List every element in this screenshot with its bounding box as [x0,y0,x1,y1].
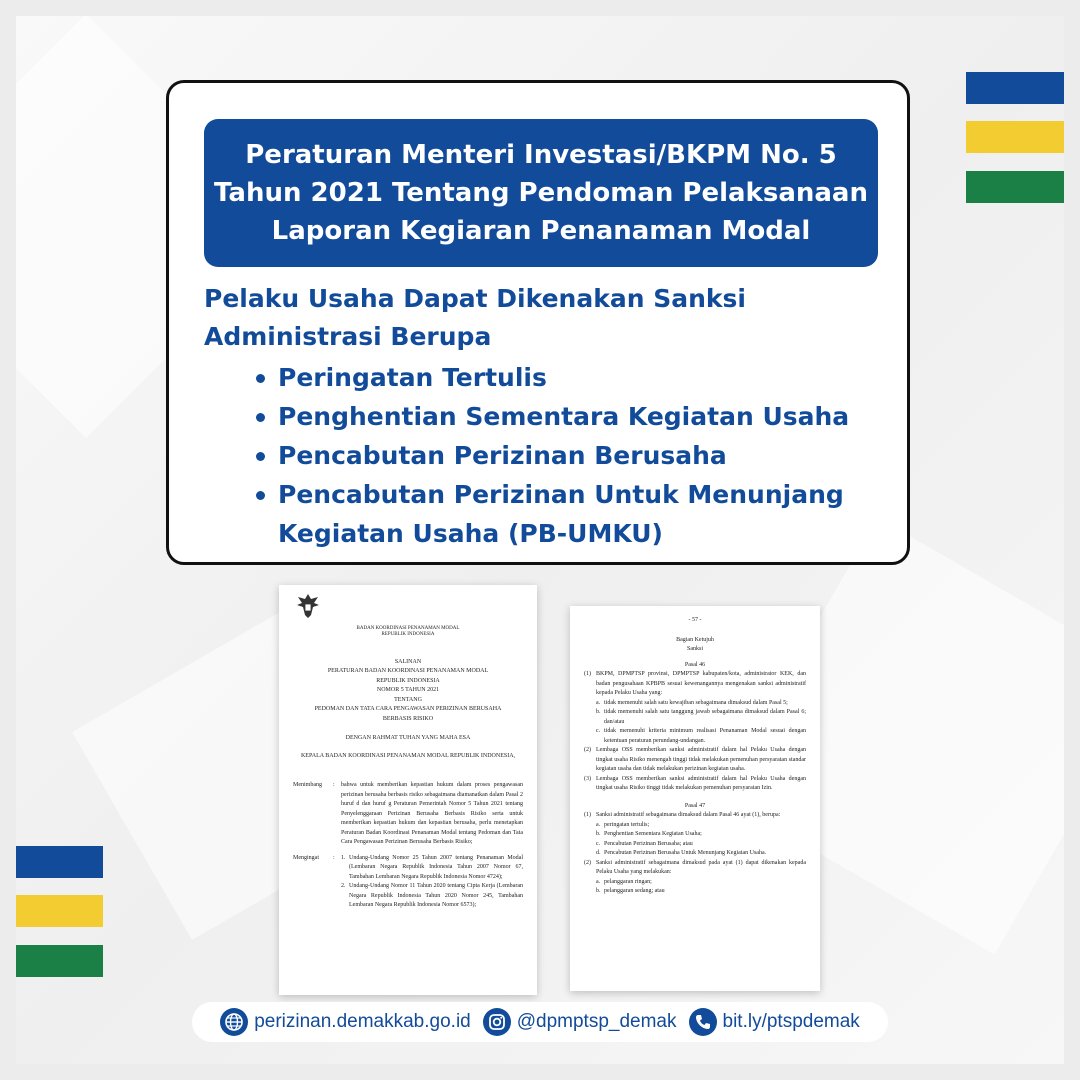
doc-item: Pencabutan Perizinan Berusaha Untuk Menunjang Kegiatan Usaha. [604,850,767,856]
doc-paragraph: Lembaga OSS memberikan sanksi administratif dalam hal Pelaku Usaha dengan tingkat usaha Risiko menengah tinggi tidak melakukan pemenuhan persyaratan standar kegiatan usaha dan tidak melakukan perizinan kegiatan usaha. [596,747,806,772]
instagram-text: @dpmptsp_demak [516,1011,677,1032]
phone-link[interactable] [689,1008,860,1036]
stripe-blue-right [966,72,1064,104]
website-link[interactable] [220,1008,471,1036]
doc-item: pelanggaran ringan; [604,878,652,885]
sanction-item: Pencabutan Perizinan Untuk Menunjang Kegiatan Usaha (PB-UMKU) [254,475,884,553]
sanction-heading-line: Pelaku Usaha Dapat Dikenakan Sanksi [204,284,746,313]
globe-icon [220,1008,248,1036]
sanction-heading-line: Administrasi Berupa [204,322,492,351]
stripe-yellow-right [966,121,1064,153]
title-line: Peraturan Menteri Investasi/BKPM No. 5 [245,140,837,170]
garuda-emblem-icon [293,591,323,621]
instagram-icon [483,1008,511,1036]
doc-header-line: TENTANG [394,696,422,703]
stripe-yellow-left [16,895,103,927]
doc-header-line: PERATURAN BADAN KOORDINASI PENANAMAN MODAL [327,668,489,674]
stripe-blue-left [16,846,103,878]
doc-pasal-heading: Pasal 46 [684,661,706,668]
doc-header-line: BERBASIS RISIKO [382,715,434,722]
doc-item: Penghentian Sementara Kegiatan Usaha; [604,831,702,837]
doc-menimbang-text: bahwa untuk memberikan kepastian hukum dalam proses pengawasan perizinan berusaha berbasis risiko sebagaimana diamanatkan dalam Pasal 2 huruf d dan huruf g Peraturan Pemerintah Nomor 5 Tahun 2021 tentang Penyelenggaraan Perizinan Berusaha Berbasis Risiko serta untuk memberikan kepastian hukum dan kepastian berusaha, perlu menetapkan Peraturan Badan Koordinasi Penanaman Modal tentang Pedoman dan Tata Cara Pengawasan Perizinan Berusaha Berbasis Risiko; [341,782,523,845]
doc-mengingat-item: Undang-Undang Nomor 11 Tahun 2020 tentang Cipta Kerja (Lembaran Negara Republik Indonesia Tahun 2020 Nomor 245, Tambahan Lembaran Negara Republik Indonesia Nomor 6573); [349,883,523,908]
doc-paragraph: Sanksi administratif sebagaimana dimaksud dalam Pasal 46 ayat (1), berupa: [596,812,781,818]
document-page-left: BADAN KOORDINASI PENANAMAN MODAL REPUBLIK INDONESIA SALINAN PERATURAN BADAN KOORDINASI PENANAMAN MODAL REPUBLIK INDONESIA NOMOR 5 TAHUN 2021 TENTANG PEDOMAN DAN TATA CARA PENGAWASAN PERIZINAN BERUSAHA BERBASIS RISIKO DENGAN RAHMAT TUHAN YANG MAHA ESA KEPALA BADAN KOORDINASI PENANAMAN MODAL REPUBLIK INDONESIA, Menimbang : bahwa untuk memberikan kepastian hukum dalam proses pengawasan perizinan berusaha berbasis risiko sebagaimana diamanatkan dalam Pasal 2 huruf d dan huruf g Peraturan Pemerintah Nomor 5 Tahun 2021 tentang Penyelenggaraan Perizinan Berusaha Berbasis Risiko serta untuk memberikan kepastian hukum dan kepastian berusaha, perlu menetapkan Peraturan Badan Koordinasi Penanaman Modal tentang Pedoman dan Tata Cara Pengawasan Perizinan Berusaha Berbasis Risiko; Mengingat : 1. Undang-Undang Nomor 25 Tahun 2007 tentang Penanaman Modal (Lembaran Negara Republik Indonesia Tahun 2007 Nomor 67, Tambahan Lembaran Negara Republik Indonesia Nomor 4724); 2. Undang-Undang Nomor 11 Tahun 2020 tentang Cipta Kerja (Lembaran Negara Republik Indonesia Tahun 2020 Nomor 245, Tambahan Lembaran Negara Republik Indonesia Nomor 6573); [279,585,537,995]
doc-item: tidak memenuhi kriteria minimum realisasi Penanaman Modal sesuai dengan ketentuan peraturan perundang-undangan. [604,728,806,744]
sanction-heading [204,280,884,356]
website-text: perizinan.demakkab.go.id [254,1011,471,1032]
instagram-link[interactable] [483,1008,677,1036]
doc-paragraph: Sanksi administratif sebagaimana dimaksud pada ayat (1) dapat dikenakan kepada Pelaku Usaha yang melakukan: [596,859,806,875]
doc-header-line: SALINAN [394,658,422,665]
doc-item: tidak memenuhi salah satu tanggung jawab sebagaimana dimaksud dalam Pasal 6; dan/atau [604,709,806,725]
sanction-item: Peringatan Tertulis [254,358,884,397]
doc-section-title: Sanksi [686,646,703,652]
doc-item: peringatan tertulis; [604,821,650,828]
doc-blessing: DENGAN RAHMAT TUHAN YANG MAHA ESA [345,735,471,741]
doc-pasal-heading: Pasal 47 [684,802,706,809]
stripe-green-left [16,945,103,977]
doc-item: tidak memenuhi salah satu kewajiban sebagaimana dimaksud dalam Pasal 5; [604,699,788,706]
doc-section: Bagian Ketujuh [676,636,714,643]
sanction-item: Pencabutan Perizinan Berusaha [254,436,884,475]
contact-bar [192,1002,888,1042]
doc-page-number: - 57 - [688,617,702,623]
doc-paragraph: BKPM, DPMPTSP provinsi, DPMPTSP kabupaten/kota, administrator KEK, dan badan pengusahaan KPBPB sesuai kewenangannya mengenakan sanksi administratif kepada Pelaku Usaha yang: [596,671,806,696]
doc-header-line: PEDOMAN DAN TATA CARA PENGAWASAN PERIZINAN BERUSAHA [314,706,502,712]
doc-item: pelanggaran sedang; atau [604,888,665,894]
title-line: Laporan Kegiaran Penanaman Modal [271,216,811,246]
doc-official: KEPALA BADAN KOORDINASI PENANAMAN MODAL REPUBLIK INDONESIA, [300,752,516,759]
sanction-list [254,358,884,553]
doc-header-line: NOMOR 5 TAHUN 2021 [376,687,440,693]
phone-icon [689,1008,717,1036]
regulation-title [204,119,878,267]
document-page-right: - 57 - Bagian Ketujuh Sanksi Pasal 46 (1) BKPM, DPMPTSP provinsi, DPMPTSP kabupaten/kota, administrator KEK, dan badan pengusahaan KPBPB sesuai kewenangannya mengenakan sanksi administratif kepada Pelaku Usaha yang: a. tidak memenuhi salah satu kewajiban sebagaimana dimaksud dalam Pasal 5; b. tidak memenuhi salah satu tanggung jawab sebagaimana dimaksud dalam Pasal 6; dan/atau c. tidak memenuhi kriteria minimum realisasi Penanaman Modal sesuai dengan ketentuan peraturan perundang-undangan. (2) Lembaga OSS memberikan sanksi administratif dalam hal Pelaku Usaha dengan tingkat usaha Risiko menengah tinggi tidak melakukan pemenuhan persyaratan standar kegiatan usaha dan tidak melakukan perizinan kegiatan usaha. (3) Lembaga OSS memberikan sanksi administratif dalam hal Pelaku Usaha dengan tingkat usaha Risiko tinggi tidak melakukan pemenuhan persyaratan Izin. Pasal 47 (1) Sanksi administratif sebagaimana dimaksud dalam Pasal 46 ayat (1), berupa: a. peringatan tertulis; b. Penghentian Sementara Kegiatan Usaha; c. Pencabutan Perizinan Berusaha; atau d. Pencabutan Perizinan Berusaha Untuk Menunjang Kegiatan Usaha. (2) Sanksi administratif sebagaimana dimaksud pada ayat (1) dapat dikenakan kepada Pelaku Usaha yang melakukan: a. pelanggaran ringan; b. pelanggaran sedang; atau [570,606,820,991]
doc-paragraph: Lembaga OSS memberikan sanksi administratif dalam hal Pelaku Usaha dengan tingkat usaha Risiko tinggi tidak melakukan pemenuhan persyaratan Izin. [596,775,806,791]
agency-line: BADAN KOORDINASI PENANAMAN MODAL [356,625,460,631]
stripe-green-right [966,171,1064,203]
phone-link-text: bit.ly/ptspdemak [722,1011,860,1032]
doc-mengingat-label: Mengingat [293,854,319,861]
doc-header-line: REPUBLIK INDONESIA [376,677,440,684]
sanction-item: Penghentian Sementara Kegiatan Usaha [254,397,884,436]
doc-mengingat-item: Undang-Undang Nomor 25 Tahun 2007 tentang Penanaman Modal (Lembaran Negara Republik Indonesia Tahun 2007 Nomor 67, Tambahan Lembaran Negara Republik Indonesia Nomor 4724); [349,854,523,880]
agency-line: REPUBLIK INDONESIA [381,631,435,637]
title-line: Tahun 2021 Tentang Pendoman Pelaksanaan [214,178,868,208]
doc-menimbang-label: Menimbang [293,782,322,788]
doc-item: Pencabutan Perizinan Berusaha; atau [604,840,693,847]
